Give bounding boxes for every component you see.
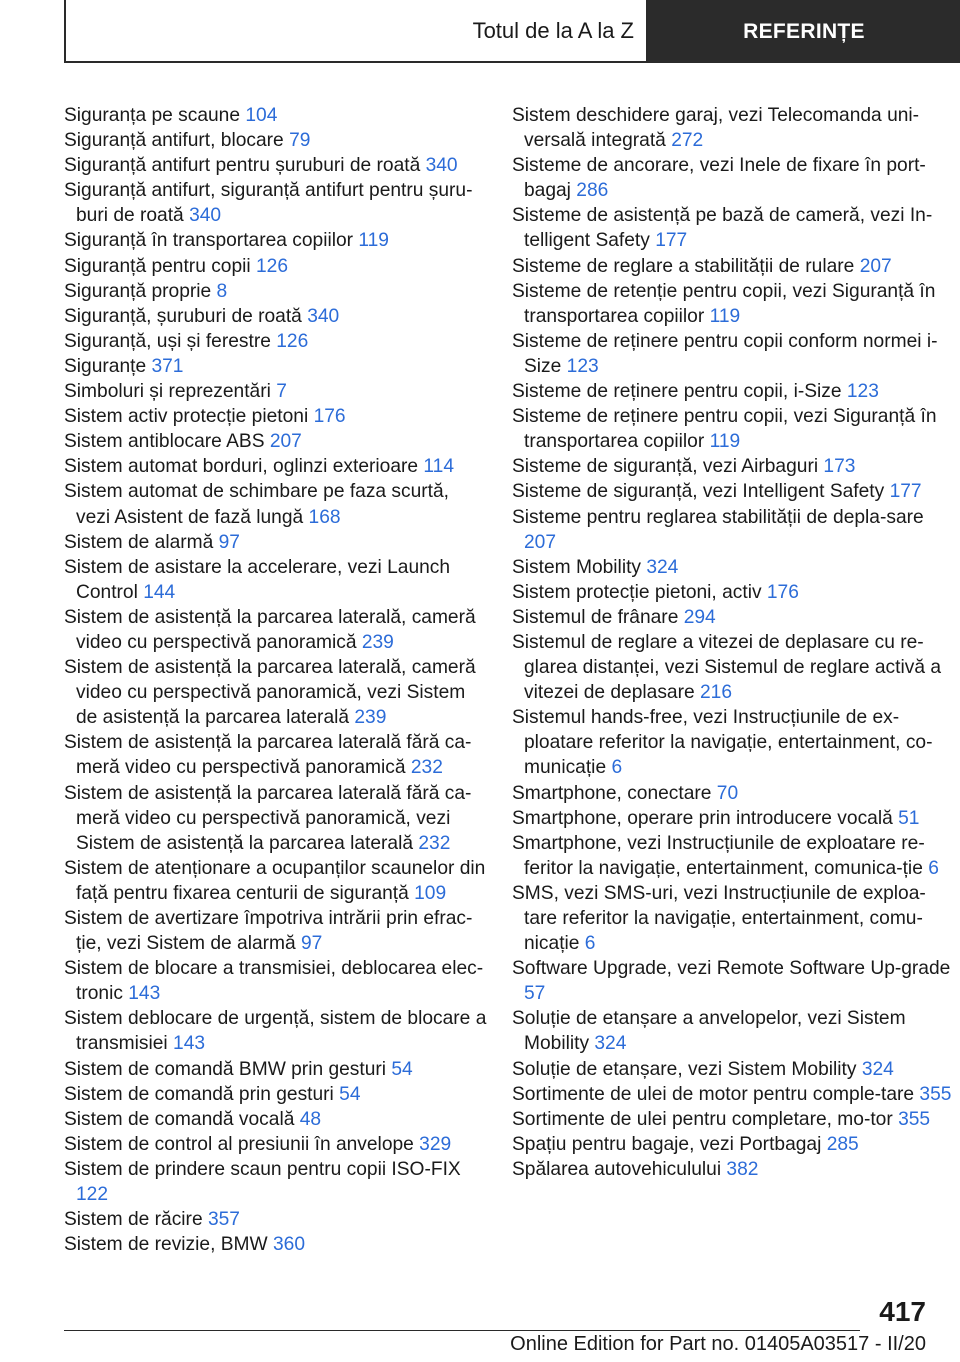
index-entry bbox=[512, 279, 952, 329]
index-entry bbox=[64, 479, 488, 529]
page-reference-link[interactable]: 232 bbox=[418, 832, 451, 854]
index-entry bbox=[512, 881, 952, 956]
index-entry bbox=[64, 856, 488, 906]
index-entry bbox=[512, 329, 952, 379]
index-entry bbox=[512, 479, 952, 504]
index-entry bbox=[512, 555, 952, 580]
page-reference-link[interactable]: 324 bbox=[646, 556, 679, 578]
index-entry bbox=[64, 404, 488, 429]
index-entry bbox=[512, 454, 952, 479]
page-reference-link[interactable]: 168 bbox=[308, 506, 341, 528]
index-entry bbox=[64, 1132, 488, 1157]
index-entry-term: Sisteme de reținere pentru copii, i-Size bbox=[512, 381, 847, 403]
index-entry-term: Sistem de atenționare a ocupanților scaunelor din față pentru fixarea centurii de siguranță bbox=[64, 857, 486, 904]
page-reference-link[interactable]: 143 bbox=[128, 983, 161, 1005]
index-column-right bbox=[512, 103, 952, 1182]
index-entry-term: Sisteme de reținere pentru copii, vezi Siguranță în transportarea copiilor bbox=[512, 406, 937, 453]
index-entry bbox=[64, 906, 488, 956]
index-entry-term: Sistem activ protecție pietoni bbox=[64, 406, 314, 428]
page-reference-link[interactable]: 119 bbox=[358, 230, 389, 252]
page-reference-link[interactable]: 357 bbox=[207, 1209, 240, 1231]
index-entry-term: Siguranță antifurt, siguranță antifurt pentru șuru‐buri de roată bbox=[64, 180, 473, 227]
index-entry bbox=[64, 178, 488, 228]
index-entry-term: Siguranță antifurt, blocare bbox=[64, 130, 290, 152]
index-entry-term: Sisteme de ancorare, vezi Inele de fixare în port‐bagaj bbox=[512, 155, 926, 202]
index-entry bbox=[64, 781, 488, 856]
index-entry-term: Sistem de blocare a transmisiei, deblocarea elec‐tronic bbox=[64, 958, 484, 1005]
index-entry-term: Sisteme de asistență pe bază de cameră, vezi In‐telligent Safety bbox=[512, 205, 933, 252]
index-entry bbox=[512, 956, 952, 1006]
page-reference-link[interactable]: 6 bbox=[584, 933, 596, 955]
index-entry bbox=[512, 580, 952, 605]
page-number: 417 bbox=[879, 1296, 926, 1327]
index-entry-term: Sistem protecție pietoni, activ bbox=[512, 581, 767, 603]
index-entry-term: Sistem de asistență la parcarea laterală fără ca‐meră video cu perspectivă panoramică, vezi Sistem de asistență la parcarea laterală bbox=[64, 782, 472, 854]
page-reference-link[interactable]: 123 bbox=[846, 381, 879, 403]
index-entry-term: Siguranță în transportarea copiilor bbox=[64, 230, 359, 252]
index-entry bbox=[512, 705, 952, 780]
index-entry-term: Siguranțe bbox=[64, 355, 152, 377]
index-entry-term: Sistem de alarmă bbox=[64, 531, 219, 553]
index-entry bbox=[64, 153, 488, 178]
page-reference-link[interactable]: 6 bbox=[928, 857, 939, 879]
page-reference-link[interactable]: 143 bbox=[173, 1033, 206, 1055]
index-entry-term: Sistem deschidere garaj, vezi Telecomanda uni‐versală integrată bbox=[512, 105, 920, 152]
index-entry-term: Sistem de asistență la parcarea laterală, cameră video cu perspectivă panoramică, vezi Sistem de asistență la parcarea laterală bbox=[64, 657, 476, 729]
index-entry bbox=[512, 630, 952, 705]
index-entry-term: Simboluri și reprezentări bbox=[64, 381, 277, 403]
index-entry bbox=[64, 956, 488, 1006]
page-reference-link[interactable]: 144 bbox=[143, 581, 176, 603]
page-reference-link[interactable]: 324 bbox=[861, 1058, 894, 1080]
index-entry-term: Siguranță, șuruburi de roată bbox=[64, 305, 308, 327]
index-entry-term: Sistem antiblocare ABS bbox=[64, 431, 270, 453]
index-entry bbox=[512, 254, 952, 279]
edition-note: Online Edition for Part no. 01405A03517 - II/20 bbox=[510, 1333, 926, 1355]
page-reference-link[interactable]: 207 bbox=[524, 531, 557, 553]
index-entry bbox=[64, 1107, 488, 1132]
page-reference-link[interactable]: 126 bbox=[256, 255, 289, 277]
page-reference-link[interactable]: 48 bbox=[299, 1108, 322, 1130]
index-entry bbox=[64, 1207, 488, 1232]
page-reference-link[interactable]: 123 bbox=[566, 355, 599, 377]
index-entry bbox=[512, 505, 952, 555]
index-entry bbox=[64, 1232, 488, 1257]
index-entry-term: Sistem de revizie, BMW bbox=[64, 1234, 273, 1256]
index-entry bbox=[64, 1082, 488, 1107]
index-entry-term: Sistem de avertizare împotriva intrării prin efrac‐ție, vezi Sistem de alarmă bbox=[64, 908, 473, 955]
index-entry-term: Siguranță antifurt pentru șuruburi de roată bbox=[64, 155, 426, 177]
page-reference-link[interactable]: 97 bbox=[301, 933, 323, 955]
index-entry-term: Siguranță pentru copii bbox=[64, 255, 256, 277]
page-reference-link[interactable]: 97 bbox=[218, 531, 240, 553]
index-entry-term: Siguranță proprie bbox=[64, 280, 217, 302]
index-entry bbox=[512, 103, 952, 153]
page-reference-link[interactable]: 239 bbox=[361, 631, 394, 653]
page-reference-link[interactable]: 176 bbox=[313, 406, 346, 428]
index-entry bbox=[64, 555, 488, 605]
page-reference-link[interactable]: 232 bbox=[410, 757, 443, 779]
index-entry-term: Spălarea autovehiculului bbox=[512, 1158, 727, 1180]
page-reference-link[interactable]: 207 bbox=[269, 431, 302, 453]
index-entry bbox=[64, 454, 488, 479]
index-entry-term: Sortimente de ulei pentru completare, mo‐tor bbox=[512, 1108, 899, 1130]
index-entry-term: Siguranța pe scaune bbox=[64, 105, 246, 126]
index-entry-term: Siguranță, uși și ferestre bbox=[64, 330, 277, 352]
page-reference-link[interactable]: 6 bbox=[611, 757, 623, 779]
page-reference-link[interactable]: 104 bbox=[245, 105, 278, 126]
index-entry bbox=[512, 1157, 952, 1182]
index-entry-term: Sistem de asistare la accelerare, vezi Launch Control bbox=[64, 556, 451, 603]
index-entry bbox=[64, 605, 488, 655]
page-reference-link[interactable]: 324 bbox=[594, 1033, 627, 1055]
page-header bbox=[64, 0, 960, 63]
page-reference-link[interactable]: 285 bbox=[826, 1133, 859, 1155]
page-reference-link[interactable]: 216 bbox=[700, 682, 733, 704]
index-entry bbox=[512, 203, 952, 253]
page-reference-link[interactable]: 382 bbox=[726, 1158, 759, 1180]
index-entry-term: Sistem Mobility bbox=[512, 556, 647, 578]
index-entry-term: Sistem de comandă BMW prin gesturi bbox=[64, 1058, 392, 1080]
index-entry bbox=[64, 354, 488, 379]
index-entry bbox=[64, 655, 488, 730]
page-reference-link[interactable]: 119 bbox=[709, 305, 741, 327]
index-entry bbox=[64, 379, 488, 404]
index-entry bbox=[512, 1057, 952, 1082]
index-entry-term: Smartphone, operare prin introducere vocală bbox=[512, 807, 899, 829]
section-title: Totul de la A la Z bbox=[64, 0, 648, 63]
index-entry bbox=[512, 153, 952, 203]
index-entry-term: Sistem de asistență la parcarea laterală fără ca‐meră video cu perspectivă panoramică bbox=[64, 732, 472, 779]
index-column-left bbox=[64, 103, 488, 1257]
index-entry-term: Sisteme de retenție pentru copii, vezi Siguranță în transportarea copiilor bbox=[512, 280, 936, 327]
page-reference-link[interactable]: 70 bbox=[716, 782, 739, 804]
index-entry-term: Software Upgrade, vezi Remote Software Up‐grade bbox=[512, 958, 951, 980]
index-entry-term: Soluție de etanșare a anvelopelor, vezi Sistem Mobility bbox=[512, 1008, 906, 1055]
page-reference-link[interactable]: 207 bbox=[859, 255, 892, 277]
page-reference-link[interactable]: 126 bbox=[276, 330, 309, 352]
index-entry bbox=[64, 1006, 488, 1056]
page-reference-link[interactable]: 114 bbox=[423, 456, 454, 478]
page-reference-link[interactable]: 239 bbox=[354, 707, 387, 729]
page-reference-link[interactable]: 57 bbox=[524, 983, 546, 1005]
index-entry bbox=[64, 329, 488, 354]
index-entry bbox=[512, 831, 952, 881]
page-reference-link[interactable]: 177 bbox=[889, 481, 922, 503]
index-entry bbox=[64, 304, 488, 329]
page-reference-link[interactable]: 272 bbox=[671, 130, 704, 152]
index-entry-term: Sistem deblocare de urgență, sistem de blocare a transmisiei bbox=[64, 1008, 487, 1055]
index-entry bbox=[512, 1107, 952, 1132]
page-reference-link[interactable]: 79 bbox=[289, 130, 311, 152]
page-reference-link[interactable]: 119 bbox=[709, 431, 741, 453]
index-entry bbox=[512, 1082, 952, 1107]
index-entry bbox=[64, 530, 488, 555]
index-entry bbox=[512, 781, 952, 806]
index-entry bbox=[512, 806, 952, 831]
page-reference-link[interactable]: 173 bbox=[823, 456, 856, 478]
index-entry-term: Sisteme de siguranță, vezi Airbaguri bbox=[512, 456, 824, 478]
index-entry-term: Soluție de etanșare, vezi Sistem Mobility bbox=[512, 1058, 862, 1080]
page-reference-link[interactable]: 8 bbox=[216, 280, 228, 302]
index-entry-term: Sistem de comandă vocală bbox=[64, 1108, 300, 1130]
index-entry bbox=[64, 429, 488, 454]
index-entry bbox=[64, 254, 488, 279]
index-entry-term: Sistem automat de schimbare pe faza scurtă, vezi Asistent de fază lungă bbox=[64, 481, 449, 528]
index-entry-term: Sistem automat borduri, oglinzi exterioare bbox=[64, 456, 424, 478]
index-entry-term: Sistem de comandă prin gesturi bbox=[64, 1083, 340, 1105]
index-entry-term: Smartphone, vezi Instrucțiunile de exploatare re‐feritor la navigație, entertainment, comunica‐ție bbox=[512, 832, 929, 879]
index-entry-term: Sistem de control al presiunii în anvelope bbox=[64, 1133, 420, 1155]
index-entry-term: Sistemul de reglare a vitezei de deplasare cu re‐glarea distanței, vezi Sistemul de reglare activă a vitezei de deplasare bbox=[512, 631, 942, 704]
index-entry-term: Sistemul de frânare bbox=[512, 606, 684, 628]
footer-divider bbox=[64, 1330, 860, 1331]
index-entry-term: Sistem de prindere scaun pentru copii ISO‐FIX bbox=[64, 1158, 461, 1180]
page-reference-link[interactable]: 355 bbox=[919, 1083, 952, 1105]
index-entry bbox=[64, 128, 488, 153]
index-entry-term: Sistem de răcire bbox=[64, 1209, 208, 1231]
index-entry-term: Sisteme de reținere pentru copii conform normei i-Size bbox=[512, 330, 938, 377]
page-reference-link[interactable]: 122 bbox=[76, 1184, 109, 1206]
page-reference-link[interactable]: 340 bbox=[425, 155, 458, 177]
index-entry-term: Sisteme de reglare a stabilității de rulare bbox=[512, 255, 860, 277]
page-reference-link[interactable]: 51 bbox=[898, 807, 920, 829]
index-entry bbox=[512, 605, 952, 630]
page-reference-link[interactable]: 54 bbox=[339, 1083, 361, 1105]
index-entry-term: Spațiu pentru bagaje, vezi Portbagaj bbox=[512, 1133, 827, 1155]
index-entry-term: Sisteme de siguranță, vezi Intelligent Safety bbox=[512, 481, 890, 503]
index-entry bbox=[64, 103, 488, 128]
page-reference-link[interactable]: 355 bbox=[898, 1108, 931, 1130]
index-entry bbox=[64, 228, 488, 253]
page-reference-link[interactable]: 176 bbox=[766, 581, 799, 603]
page-reference-link[interactable]: 294 bbox=[683, 606, 716, 628]
page-reference-link[interactable]: 360 bbox=[272, 1234, 305, 1256]
index-entry-term: Smartphone, conectare bbox=[512, 782, 717, 804]
index-entry-term: Sistemul hands-free, vezi Instrucțiunile de ex‐ploatare referitor la navigație, entertainment, co‐municație bbox=[512, 707, 933, 779]
index-entry bbox=[512, 1006, 952, 1056]
index-entry-term: SMS, vezi SMS-uri, vezi Instrucțiunile de exploa‐tare referitor la navigație, entertainment, comu‐nicație bbox=[512, 882, 926, 955]
page-reference-link[interactable]: 7 bbox=[276, 381, 287, 403]
index-entry bbox=[512, 379, 952, 404]
page-reference-link[interactable]: 340 bbox=[307, 305, 340, 327]
index-entry-term: Sistem de asistență la parcarea laterală, cameră video cu perspectivă panoramică bbox=[64, 606, 476, 653]
index-entry bbox=[64, 279, 488, 304]
page-reference-link[interactable]: 340 bbox=[189, 205, 222, 227]
index-entry bbox=[64, 1057, 488, 1082]
chapter-title: REFERINȚE bbox=[648, 0, 960, 63]
index-entry bbox=[512, 1132, 952, 1157]
page-reference-link[interactable]: 54 bbox=[391, 1058, 413, 1080]
index-entry bbox=[512, 404, 952, 454]
index-entry bbox=[64, 730, 488, 780]
page-reference-link[interactable]: 371 bbox=[151, 355, 184, 377]
index-entry-term: Sisteme pentru reglarea stabilității de depla‐sare bbox=[512, 506, 924, 528]
index-entry-term: Sortimente de ulei de motor pentru comple‐tare bbox=[512, 1083, 920, 1105]
page-reference-link[interactable]: 109 bbox=[414, 882, 447, 904]
page-reference-link[interactable]: 286 bbox=[576, 180, 609, 202]
index-entry bbox=[64, 1157, 488, 1207]
page-reference-link[interactable]: 177 bbox=[655, 230, 688, 252]
page-reference-link[interactable]: 329 bbox=[419, 1133, 452, 1155]
